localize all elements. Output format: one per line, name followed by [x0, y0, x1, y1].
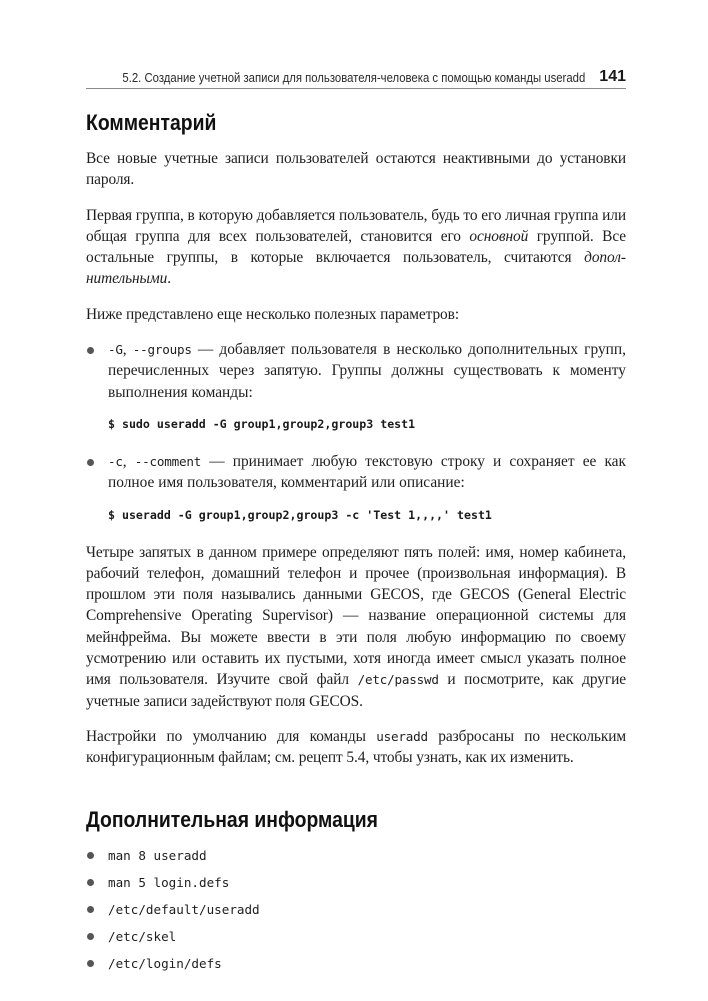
paragraph-gecos	[86, 542, 626, 712]
text-run: и посмотрите, как другие учетные записи задействуют поля GECOS.	[86, 671, 626, 710]
reference-item: /etc/skel	[86, 928, 626, 955]
text-run: .	[167, 270, 171, 288]
section-heading-comment: Комментарий	[86, 110, 217, 135]
text-run: группой. Все остальные группы, в которые включается пользователь, считаются	[86, 227, 626, 267]
flag-separator: ,	[122, 452, 135, 470]
flag-short: -G	[108, 342, 123, 358]
flag-separator: ,	[122, 341, 133, 359]
reference-item: /etc/default/useradd	[86, 901, 626, 928]
term-primary: основной	[469, 227, 529, 245]
code-example: $ sudo useradd -G group1,group2,group3 test1	[108, 416, 416, 431]
paragraph-groups	[86, 205, 626, 290]
options-list	[86, 339, 626, 521]
file-path: /etc/passwd	[357, 672, 439, 688]
text-run: разбросаны по нескольким конфигурационным файлам; см. рецепт 5.4, чтобы узнать, как их изменить.	[86, 727, 626, 767]
section-heading-more-info: Дополнительная информация	[86, 806, 378, 832]
option-item-groups	[86, 339, 626, 431]
paragraph-inactive-accounts: Все новые учетные записи пользователей остаются неактивными до установки пароля.	[86, 150, 626, 189]
running-header	[86, 63, 626, 89]
command-name: useradd	[376, 728, 428, 744]
flag-long: --groups	[132, 342, 192, 358]
reference-item: man 5 login.defs	[86, 874, 626, 901]
reference-item: /etc/login/defs	[86, 955, 626, 982]
option-item-comment	[86, 451, 626, 522]
text-run: — добавляет пользователя в несколько дополнительных групп, перечисленных через запятую. Группы должны существовать к моменту выполнения команды:	[108, 341, 626, 401]
flag-short: -c	[108, 453, 123, 469]
term-supplementary: дополнительными	[86, 249, 626, 288]
flag-long: --comment	[134, 453, 202, 469]
page-number: 141	[599, 68, 626, 85]
text-run: — принимает любую текстовую строку и сохраняет ее как полное имя пользователя, комментарий или описание:	[108, 452, 626, 492]
running-header-title: 5.2. Создание учетной записи для пользователя-человека с помощью команды useradd	[122, 71, 586, 85]
paragraph-options-intro: Ниже представлено еще несколько полезных параметров:	[86, 305, 459, 323]
text-run: Первая группа, в которую добавляется пользователь, будь то его личная группа или общая группа для всех пользователей, становится его	[86, 206, 626, 245]
paragraph-defaults	[86, 726, 626, 769]
references-list	[86, 847, 626, 982]
text-run: Четыре запятых в данном примере определяют пять полей: имя, номер кабинета, рабочий телефон, домашний телефон и прочее (произвольная информация). В прошлом эти поля назывались данными GECOS, где GECOS (General Electric Comprehensive Operating Supervisor) — название операционной системы для мейнфрейма. Вы можете ввести в эти поля любую информацию по своему усмотрению или оставить их пустыми, хотя иногда имеет смысл указать полное имя пользователя. Изучите свой файл	[86, 543, 626, 689]
option-description	[108, 339, 626, 403]
page-content	[86, 110, 626, 982]
text-run: Настройки по умолчанию для команды	[86, 727, 377, 745]
reference-item: man 8 useradd	[86, 847, 626, 874]
option-description	[108, 451, 626, 494]
code-example: $ useradd -G group1,group2,group3 -c 'Test 1,,,,' test1	[108, 507, 492, 522]
